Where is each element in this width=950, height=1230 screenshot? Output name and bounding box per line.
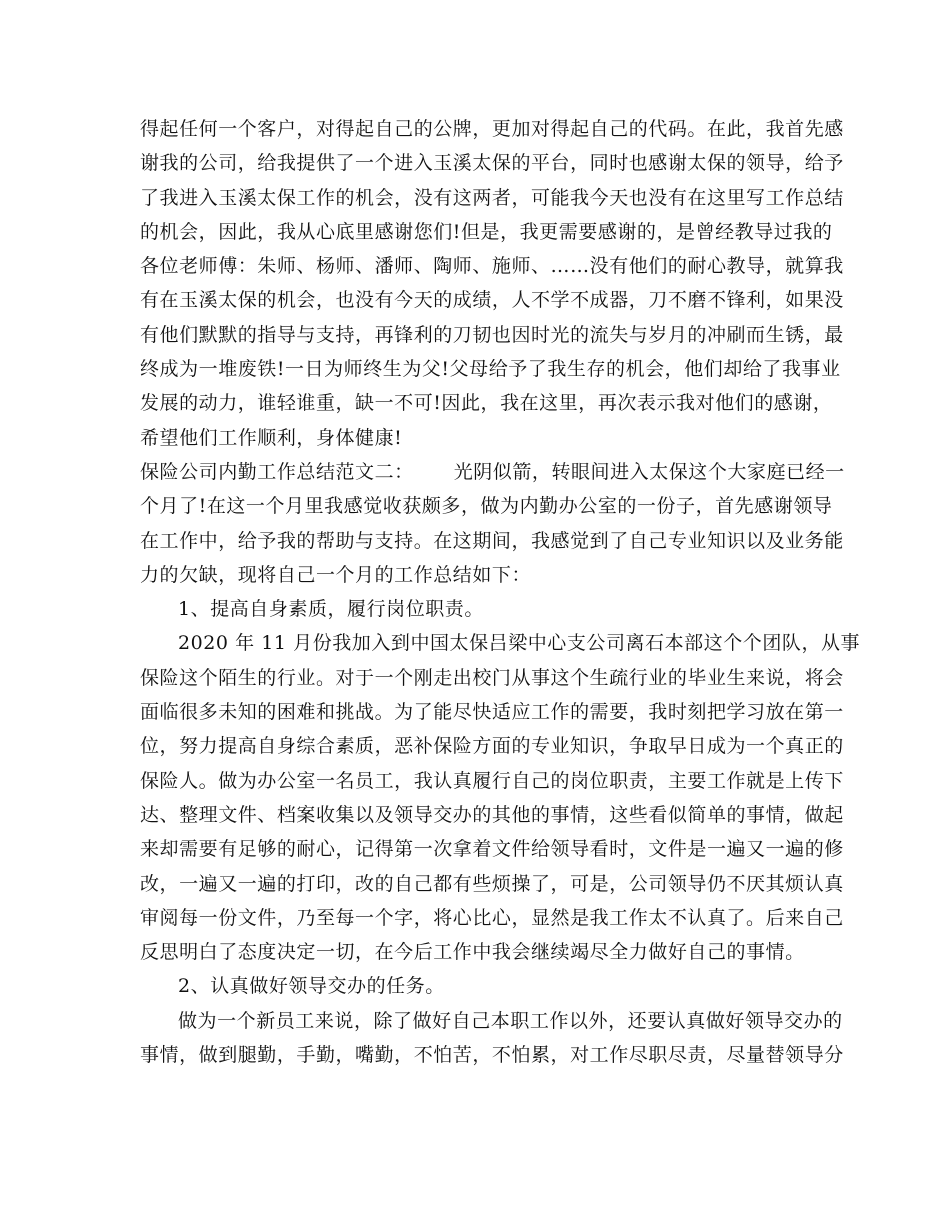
text-line: 谢我的公司，给我提供了一个进入玉溪太保的平台，同时也感谢太保的领导，给予 [140,152,844,175]
text-line: 来却需要有足够的耐心，记得第一次拿着文件给领导看时，文件是一遍又一遍的修 [140,838,844,861]
text-line: 在工作中，给予我的帮助与支持。在这期间，我感觉到了自己专业知识以及业务能 [140,529,844,552]
text-line: 有在玉溪太保的机会，也没有今天的成绩，人不学不成器，刀不磨不锋利，如果没 [140,289,844,312]
section-title-line [140,455,845,489]
subheading-1: 1、提高自身素质，履行岗位职责。 [178,598,484,621]
text-line: 审阅每一份文件，乃至每一个字，将心比心，显然是我工作太不认真了。后来自己 [140,906,844,929]
text-line: 有他们默默的指导与支持，再锋利的刀韧也因时光的流失与岁月的冲刷而生锈，最 [140,323,844,346]
text-line: 的机会，因此，我从心底里感谢您们!但是，我更需要感谢的，是曾经教导过我的 [140,220,833,243]
text-line: 反思明白了态度决定一切，在今后工作中我会继续竭尽全力做好自己的事情。 [140,941,805,964]
text-line: 发展的动力，谁轻谁重，缺一不可!因此，我在这里，再次表示我对他们的感谢， [140,392,833,415]
text-line: 事情，做到腿勤，手勤，嘴勤，不怕苦，不怕累，对工作尽职尽责，尽量替领导分 [140,1044,844,1067]
text-line: 改，一遍又一遍的打印，改的自己都有些烦操了，可是，公司领导仍不厌其烦认真 [140,872,844,895]
paragraph-first-line: 2020 年 11 月份我加入到中国太保吕梁中心支公司离石本部这个个团队，从事 [178,632,861,655]
paragraph-first-line: 做为一个新员工来说，除了做好自己本职工作以外，还要认真做好领导交办的 [178,1009,843,1032]
text-line: 面临很多未知的困难和挑战。为了能尽快适应工作的需要，我时刻把学习放在第一 [140,701,844,724]
text-line: 达、整理文件、档案收集以及领导交办的其他的事情，这些看似简单的事情，做起 [140,803,844,826]
text-line: 终成为一堆废铁!一日为师终生为父!父母给予了我生存的机会，他们却给了我事业 [140,358,841,381]
text-line: 各位老师傅：朱师、杨师、潘师、陶师、施师、……没有他们的耐心教导，就算我 [140,255,844,278]
text-line: 了我进入玉溪太保工作的机会，没有这两者，可能我今天也没有在这里写工作总结 [140,186,844,209]
text-line: 位，努力提高自身综合素质，恶补保险方面的专业知识，争取早日成为一个真正的 [140,735,844,758]
text-line: 希望他们工作顺利，身体健康! [140,426,403,449]
subheading-2: 2、认真做好领导交办的任务。 [178,975,445,998]
text-line: 保险人。做为办公室一名员工，我认真履行自己的岗位职责，主要工作就是上传下 [140,769,844,792]
document-body [140,112,861,1072]
text-line: 得起任何一个客户，对得起自己的公牌，更加对得起自己的代码。在此，我首先感 [140,118,844,140]
text-line: 保险这个陌生的行业。对于一个刚走出校门从事这个生疏行业的毕业生来说，将会 [140,666,844,689]
section-title: 保险公司内勤工作总结范文二： [140,460,414,483]
text-line: 力的欠缺，现将自己一个月的工作总结如下： [140,563,532,586]
section-intro-start: 光阴似箭，转眼间进入太保这个大家庭已经一 [453,460,845,483]
text-line: 个月了!在这一个月里我感觉收获颇多，做为内勤办公室的一份子，首先感谢领导 [140,495,833,518]
